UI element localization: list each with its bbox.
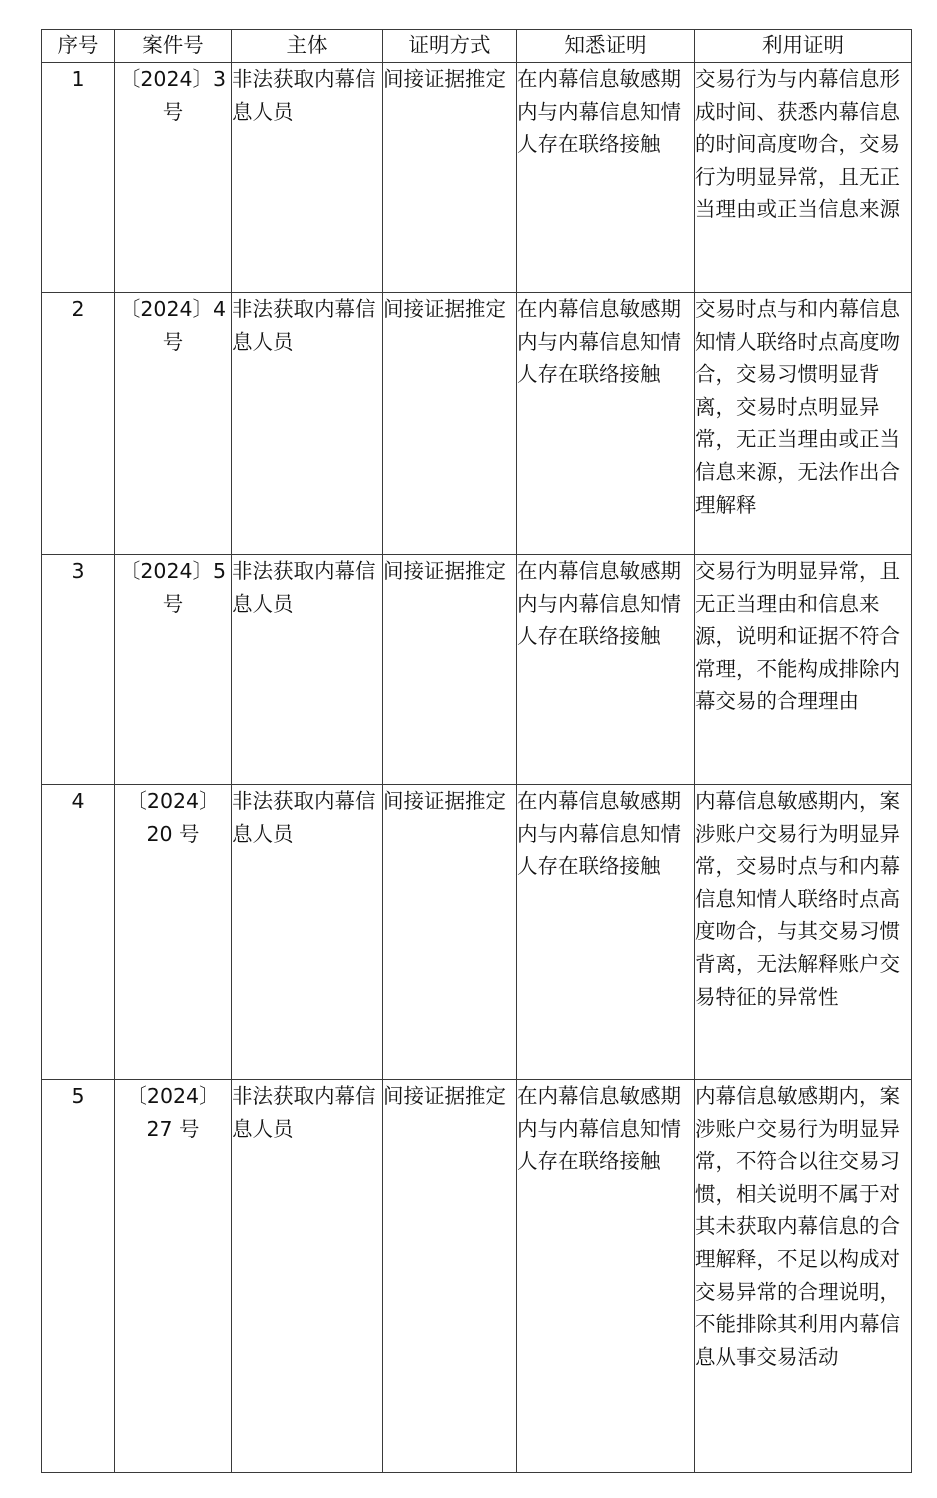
cell-subject: 非法获取内幕信息人员 — [232, 293, 383, 555]
table-row — [42, 785, 912, 1080]
cell-use: 交易行为与内幕信息形成时间、获悉内幕信息的时间高度吻合，交易行为明显异常，且无正当理由或正当信息来源 — [695, 63, 912, 293]
cell-knowledge: 在内幕信息敏感期内与内幕信息知情人存在联络接触 — [517, 293, 695, 555]
cell-method: 间接证据推定 — [383, 63, 517, 293]
cell-subject: 非法获取内幕信息人员 — [232, 1080, 383, 1473]
case-table — [41, 29, 912, 1473]
cell-knowledge: 在内幕信息敏感期内与内幕信息知情人存在联络接触 — [517, 63, 695, 293]
cell-use: 交易时点与和内幕信息知情人联络时点高度吻合，交易习惯明显背离，交易时点明显异常，无正当理由或正当信息来源，无法作出合理解释 — [695, 293, 912, 555]
cell-knowledge: 在内幕信息敏感期内与内幕信息知情人存在联络接触 — [517, 785, 695, 1080]
cell-subject: 非法获取内幕信息人员 — [232, 63, 383, 293]
cell-no: 2 — [42, 293, 115, 555]
cell-method: 间接证据推定 — [383, 293, 517, 555]
header-cell-case: 案件号 — [115, 30, 232, 63]
table-row — [42, 555, 912, 785]
cell-method: 间接证据推定 — [383, 1080, 517, 1473]
header-row — [42, 30, 912, 63]
header-cell-no: 序号 — [42, 30, 115, 63]
cell-use: 内幕信息敏感期内，案涉账户交易行为明显异常，不符合以往交易习惯，相关说明不属于对其未获取内幕信息的合理解释，不足以构成对交易异常的合理说明，不能排除其利用内幕信息从事交易活动 — [695, 1080, 912, 1473]
cell-case: 〔2024〕5 号 — [115, 555, 232, 785]
cell-no: 4 — [42, 785, 115, 1080]
header-cell-knowledge: 知悉证明 — [517, 30, 695, 63]
cell-subject: 非法获取内幕信息人员 — [232, 555, 383, 785]
cell-use: 内幕信息敏感期内，案涉账户交易行为明显异常，交易时点与和内幕信息知情人联络时点高度吻合，与其交易习惯背离，无法解释账户交易特征的异常性 — [695, 785, 912, 1080]
header-cell-use: 利用证明 — [695, 30, 912, 63]
cell-knowledge: 在内幕信息敏感期内与内幕信息知情人存在联络接触 — [517, 1080, 695, 1473]
cell-method: 间接证据推定 — [383, 555, 517, 785]
cell-no: 3 — [42, 555, 115, 785]
header-cell-method: 证明方式 — [383, 30, 517, 63]
cell-no: 1 — [42, 63, 115, 293]
table-row — [42, 63, 912, 293]
cell-subject: 非法获取内幕信息人员 — [232, 785, 383, 1080]
cell-no: 5 — [42, 1080, 115, 1473]
cell-knowledge: 在内幕信息敏感期内与内幕信息知情人存在联络接触 — [517, 555, 695, 785]
header-cell-subject: 主体 — [232, 30, 383, 63]
cell-case: 〔2024〕4 号 — [115, 293, 232, 555]
table-row — [42, 293, 912, 555]
table-row — [42, 1080, 912, 1473]
cell-use: 交易行为明显异常，且无正当理由和信息来源，说明和证据不符合常理，不能构成排除内幕交易的合理理由 — [695, 555, 912, 785]
cell-case: 〔2024〕20 号 — [115, 785, 232, 1080]
cell-case: 〔2024〕27 号 — [115, 1080, 232, 1473]
cell-method: 间接证据推定 — [383, 785, 517, 1080]
cell-case: 〔2024〕3 号 — [115, 63, 232, 293]
